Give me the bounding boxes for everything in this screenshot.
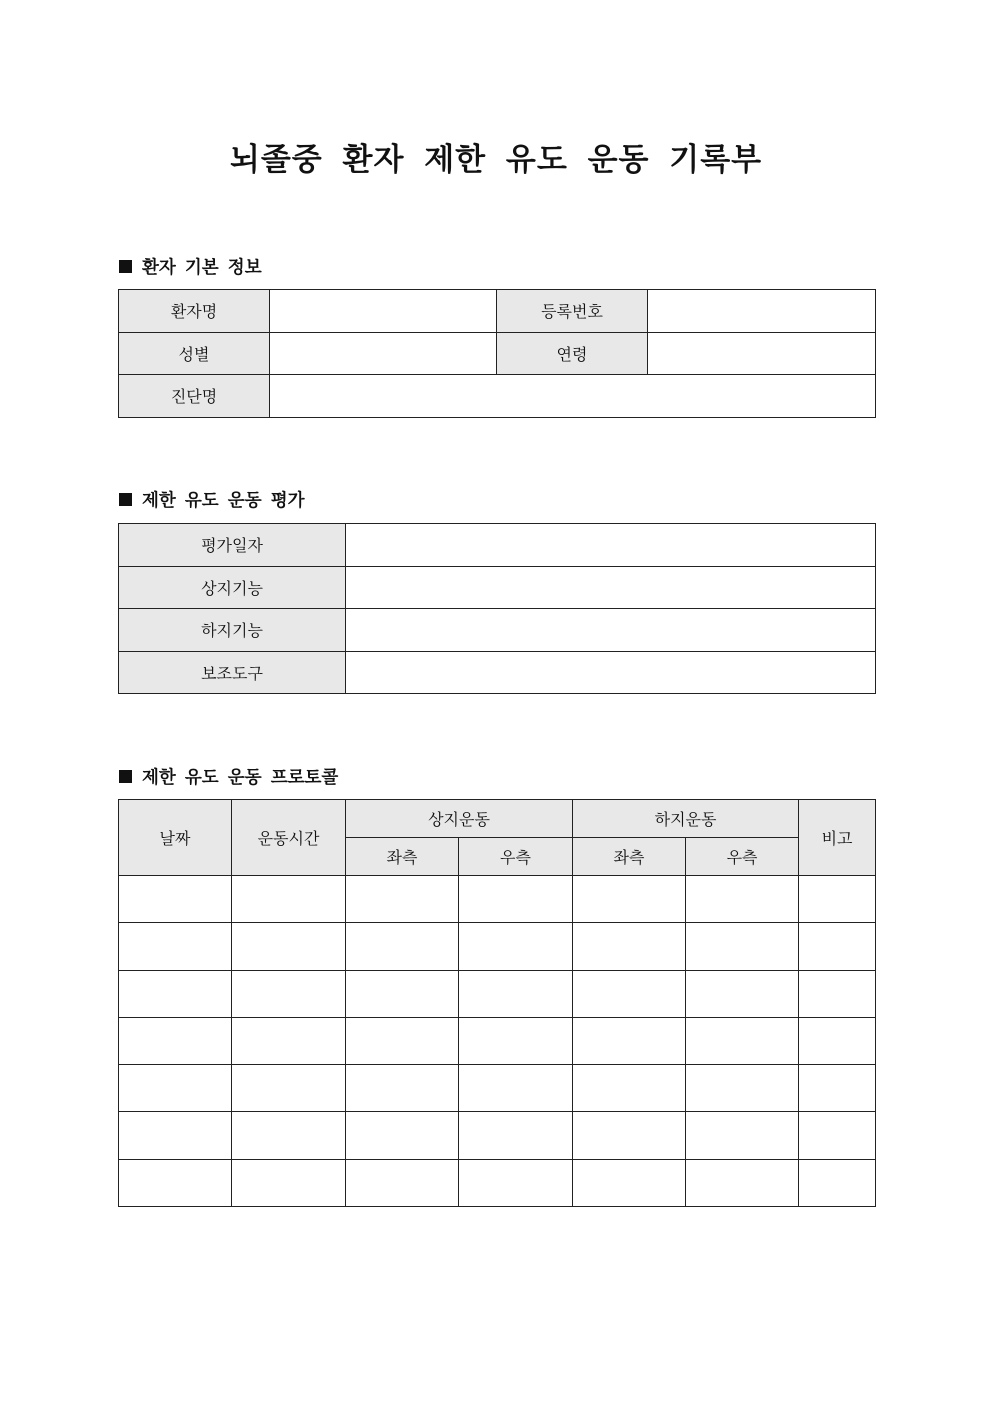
- upper-right-cell[interactable]: [459, 1065, 573, 1112]
- upper-right-cell[interactable]: [459, 1159, 573, 1206]
- time-cell[interactable]: [232, 876, 346, 923]
- table-row: [119, 1159, 876, 1206]
- table-row: [119, 1112, 876, 1159]
- square-bullet-icon: [119, 260, 132, 273]
- upper-left-cell[interactable]: [346, 876, 459, 923]
- upper-right-cell[interactable]: [459, 970, 573, 1017]
- section-heading-basic-info: [119, 254, 262, 279]
- patient-name-field[interactable]: [270, 290, 497, 333]
- time-cell[interactable]: [232, 1159, 346, 1206]
- upper-limb-function-label: 상지기능: [119, 566, 346, 609]
- time-cell[interactable]: [232, 1112, 346, 1159]
- remarks-cell[interactable]: [799, 970, 876, 1017]
- document-title: 뇌졸중 환자 제한 유도 운동 기록부: [229, 142, 763, 178]
- evaluation-date-label: 평가일자: [119, 524, 346, 567]
- lower-limb-function-label: 하지기능: [119, 609, 346, 652]
- lower-right-cell[interactable]: [686, 876, 799, 923]
- date-cell[interactable]: [119, 1159, 232, 1206]
- basic-info-table: [118, 289, 876, 418]
- registration-number-field[interactable]: [648, 290, 876, 333]
- lower-limb-exercise-header: 하지운동: [573, 800, 799, 838]
- remarks-cell[interactable]: [799, 1159, 876, 1206]
- exercise-time-column-header: 운동시간: [232, 800, 346, 876]
- lower-right-cell[interactable]: [686, 1017, 799, 1064]
- remarks-cell[interactable]: [799, 1017, 876, 1064]
- upper-left-cell[interactable]: [346, 1159, 459, 1206]
- upper-left-cell[interactable]: [346, 1065, 459, 1112]
- date-cell[interactable]: [119, 1017, 232, 1064]
- date-cell[interactable]: [119, 923, 232, 970]
- table-row: [119, 923, 876, 970]
- time-cell[interactable]: [232, 1065, 346, 1112]
- registration-number-label: 등록번호: [497, 290, 648, 333]
- evaluation-table: [118, 523, 876, 694]
- lower-left-cell[interactable]: [573, 970, 686, 1017]
- upper-right-cell[interactable]: [459, 923, 573, 970]
- diagnosis-label: 진단명: [119, 375, 270, 418]
- upper-left-cell[interactable]: [346, 923, 459, 970]
- table-row: [119, 970, 876, 1017]
- lower-left-cell[interactable]: [573, 923, 686, 970]
- upper-left-cell[interactable]: [346, 1017, 459, 1064]
- assistive-device-label: 보조도구: [119, 651, 346, 694]
- time-cell[interactable]: [232, 923, 346, 970]
- square-bullet-icon: [119, 770, 132, 783]
- lower-left-cell[interactable]: [573, 1017, 686, 1064]
- patient-name-label: 환자명: [119, 290, 270, 333]
- upper-limb-exercise-header: 상지운동: [346, 800, 573, 838]
- upper-limb-function-field[interactable]: [346, 566, 876, 609]
- lower-right-cell[interactable]: [686, 1112, 799, 1159]
- lower-left-cell[interactable]: [573, 1159, 686, 1206]
- upper-left-header: 좌측: [346, 838, 459, 876]
- upper-right-cell[interactable]: [459, 1112, 573, 1159]
- lower-right-cell[interactable]: [686, 1065, 799, 1112]
- remarks-column-header: 비고: [799, 800, 876, 876]
- age-field[interactable]: [648, 332, 876, 375]
- lower-limb-function-field[interactable]: [346, 609, 876, 652]
- section-title: 환자 기본 정보: [142, 258, 262, 278]
- table-row: [119, 876, 876, 923]
- remarks-cell[interactable]: [799, 1112, 876, 1159]
- table-row: [119, 1065, 876, 1112]
- section-title: 제한 유도 운동 프로토콜: [142, 768, 339, 788]
- lower-right-cell[interactable]: [686, 970, 799, 1017]
- lower-left-header: 좌측: [573, 838, 686, 876]
- upper-left-cell[interactable]: [346, 1112, 459, 1159]
- lower-left-cell[interactable]: [573, 876, 686, 923]
- diagnosis-field[interactable]: [270, 375, 876, 418]
- date-cell[interactable]: [119, 876, 232, 923]
- square-bullet-icon: [119, 493, 132, 506]
- protocol-table-body: [119, 876, 876, 1207]
- time-cell[interactable]: [232, 1017, 346, 1064]
- date-column-header: 날짜: [119, 800, 232, 876]
- lower-left-cell[interactable]: [573, 1112, 686, 1159]
- sex-field[interactable]: [270, 332, 497, 375]
- upper-left-cell[interactable]: [346, 970, 459, 1017]
- sex-label: 성별: [119, 332, 270, 375]
- upper-right-cell[interactable]: [459, 876, 573, 923]
- section-heading-protocol: [119, 764, 338, 789]
- upper-right-header: 우측: [459, 838, 573, 876]
- evaluation-date-field[interactable]: [346, 524, 876, 567]
- remarks-cell[interactable]: [799, 923, 876, 970]
- assistive-device-field[interactable]: [346, 651, 876, 694]
- lower-right-cell[interactable]: [686, 1159, 799, 1206]
- remarks-cell[interactable]: [799, 1065, 876, 1112]
- age-label: 연령: [497, 332, 648, 375]
- time-cell[interactable]: [232, 970, 346, 1017]
- upper-right-cell[interactable]: [459, 1017, 573, 1064]
- section-heading-evaluation: [119, 487, 305, 512]
- lower-right-header: 우측: [686, 838, 799, 876]
- lower-right-cell[interactable]: [686, 923, 799, 970]
- date-cell[interactable]: [119, 1112, 232, 1159]
- lower-left-cell[interactable]: [573, 1065, 686, 1112]
- date-cell[interactable]: [119, 970, 232, 1017]
- table-row: [119, 1017, 876, 1064]
- section-title: 제한 유도 운동 평가: [142, 491, 305, 511]
- date-cell[interactable]: [119, 1065, 232, 1112]
- protocol-table: [118, 799, 876, 1207]
- remarks-cell[interactable]: [799, 876, 876, 923]
